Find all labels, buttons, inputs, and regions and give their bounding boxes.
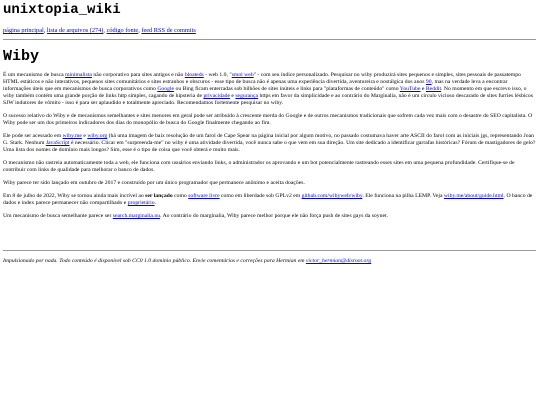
text: - web 1.0, " bbox=[203, 72, 232, 78]
text: e bbox=[420, 86, 426, 92]
text: não corporativo para sites antigos e não bbox=[91, 72, 185, 78]
text: . No momento em que escrevo isso, o wiby também contém uma grande porção de links http simples, cagando de hipsteria de bbox=[3, 86, 527, 99]
text: ou Bing ficam enterradas sob bilhões de sites inúteis e links para "plataformas de conteúdo" como bbox=[174, 86, 400, 92]
link-youtube[interactable]: YouTube bbox=[399, 86, 421, 92]
link-software-livre[interactable]: software livre bbox=[188, 193, 220, 199]
paragraph-launch: Wiby parece ter sido lançado em outubro de 2017 e construído por um único programador que permanece anônimo e aceita doações. bbox=[3, 180, 305, 186]
link-wiby-me[interactable]: wiby.me bbox=[62, 133, 82, 139]
link-github-repo[interactable]: github.com/wibyweb/wiby bbox=[301, 193, 363, 199]
link-smol-web[interactable]: smol web bbox=[231, 72, 254, 78]
text: . O banco de dados e index parece permanecer não compartilhado e bbox=[3, 193, 533, 206]
text: . Ele funciona na pilha LEMP. Veja bbox=[362, 193, 444, 199]
nav-separator: , bbox=[103, 27, 107, 34]
text: . bbox=[154, 200, 157, 206]
link-google[interactable]: Google bbox=[157, 86, 175, 92]
header-divider bbox=[3, 39, 536, 40]
nav-link-rss-feed[interactable]: feed RSS de commits bbox=[141, 27, 196, 34]
paragraph-crawling: O mecanismo não rastreia automaticamente toda a web, ele funciona com usuários enviando links, o administrador os aprovando e um bot potencialmente rastreando esses sites em uma pequena profundidade. Certifique-se de contribuir com links de qualidade para melhorar o banco de dados. bbox=[3, 160, 515, 173]
article-body bbox=[3, 72, 536, 226]
link-wiby-guide[interactable]: wiby.me/about/guide.html bbox=[443, 193, 504, 199]
text: https em favor da simplicidade e ao contrário do Marginalia, não é um círculo vicioso descarado de sites furries lésbicos SJW indutores de vômito - isso é para ser aplaudido e totalmente apreciado. Recomendamos fortemente pesquisar no wiby. bbox=[3, 93, 533, 106]
text: Em 8 de julho de 2022, Wiby se tornou ainda mais incrível ao bbox=[3, 193, 146, 199]
paragraph-free-software bbox=[3, 193, 536, 207]
link-marginalia[interactable]: search.marginalia.nu bbox=[112, 213, 161, 219]
nav-link-source[interactable]: código fonte bbox=[106, 27, 139, 34]
link-javascript[interactable]: JavaScript bbox=[45, 140, 70, 146]
paragraph-intro bbox=[3, 72, 536, 107]
bold-text: ser lançado bbox=[145, 193, 173, 199]
link-privacidade[interactable]: privacidade bbox=[203, 93, 230, 99]
link-90[interactable]: 90 bbox=[425, 79, 432, 85]
text: e bbox=[81, 133, 88, 139]
page-title: Wiby bbox=[3, 48, 40, 65]
text: Um mecanismo de busca semelhante parece ser bbox=[3, 213, 113, 219]
link-wiby-org[interactable]: wiby.org bbox=[87, 133, 108, 139]
text: como em liberdade sob GPLv2 em bbox=[219, 193, 302, 199]
paragraph-success: O sucesso relativo do Wiby e de mecanismos semelhantes e sites menores em geral pode ser atribuído à crescente merda do Google e de outros mecanismos tradicionais que sofrem cada vez mais com o desastre do SEO capitalista. O Wiby pode ser um dos primeiros indicadores dos dias do monopólio de busca do Google finalmente chegando ao fim. bbox=[3, 113, 533, 126]
site-title: unixtopia_wiki bbox=[3, 2, 121, 18]
text: Ele pode ser acessado em bbox=[3, 133, 63, 139]
link-bloateds[interactable]: bloateds bbox=[184, 72, 204, 78]
text: é necessário. Clicar em "surpreenda-me" no wiby é uma atividade divertida, você nunca sabe o que vem em sua direção. Um site dedicado a identificar garrafas históricas? Fórum de mastigadores de gelo? Uma lista dos nomes de domínio mais longos? Sim, esse é o tipo de coisa que você obterá e muito mais. bbox=[3, 140, 536, 153]
nav-link-file-list[interactable]: lista de arquivos (274) bbox=[46, 27, 104, 34]
link-reddit[interactable]: Reddit bbox=[425, 86, 442, 92]
link-seguranca[interactable]: segurança bbox=[235, 93, 259, 99]
footer-text: Impulsionado por nada. Todo conteúdo é disponível sob CC0 1.0 domínio público. Envie comentários e correções para Hermian em bbox=[3, 258, 306, 264]
text: . Ao contrário do marginalia, Wiby parece melhor porque ele não força push de sites gays da soynet. bbox=[160, 213, 388, 219]
text: " - com seu índice personalizado. Pesquisar no wiby produzirá sites pequenos e simples, sites pessoais de passatempo HTML estáticos e não interativos, pequenos sites comunitários e sites estranhos e obscuros - esse tipo de busca não é apenas uma experiência divertida, aventureira e nostálgica dos anos bbox=[3, 72, 521, 85]
nav-separator: , bbox=[138, 27, 142, 34]
footer-email-link[interactable]: victor_hermian@disroot.org bbox=[305, 258, 372, 264]
nav-link-home[interactable]: página principal bbox=[3, 27, 44, 34]
link-proprietario[interactable]: proprietário bbox=[127, 200, 155, 206]
text: , mas na verdade leva a encontrar informações úteis que em mecanismos de busca corporativos como bbox=[3, 79, 508, 92]
footer-divider bbox=[3, 250, 536, 251]
nav-separator: , bbox=[43, 27, 47, 34]
footer bbox=[3, 258, 536, 265]
paragraph-access bbox=[3, 133, 536, 154]
text: como bbox=[172, 193, 189, 199]
text: (há uma imagem de baix resolução de um farol de Cape Spear na página inicial por algum motivo, no passado costumava haver arte ASCII do farol com as iniciais jgs, representando Joan G. Stark. Nenhum bbox=[3, 133, 534, 146]
text: e bbox=[229, 93, 236, 99]
paragraph-similar bbox=[3, 213, 536, 220]
top-navigation bbox=[3, 27, 533, 35]
text: É um mecanismo de busca bbox=[3, 72, 66, 78]
link-minimalista[interactable]: minimalista bbox=[65, 72, 92, 78]
